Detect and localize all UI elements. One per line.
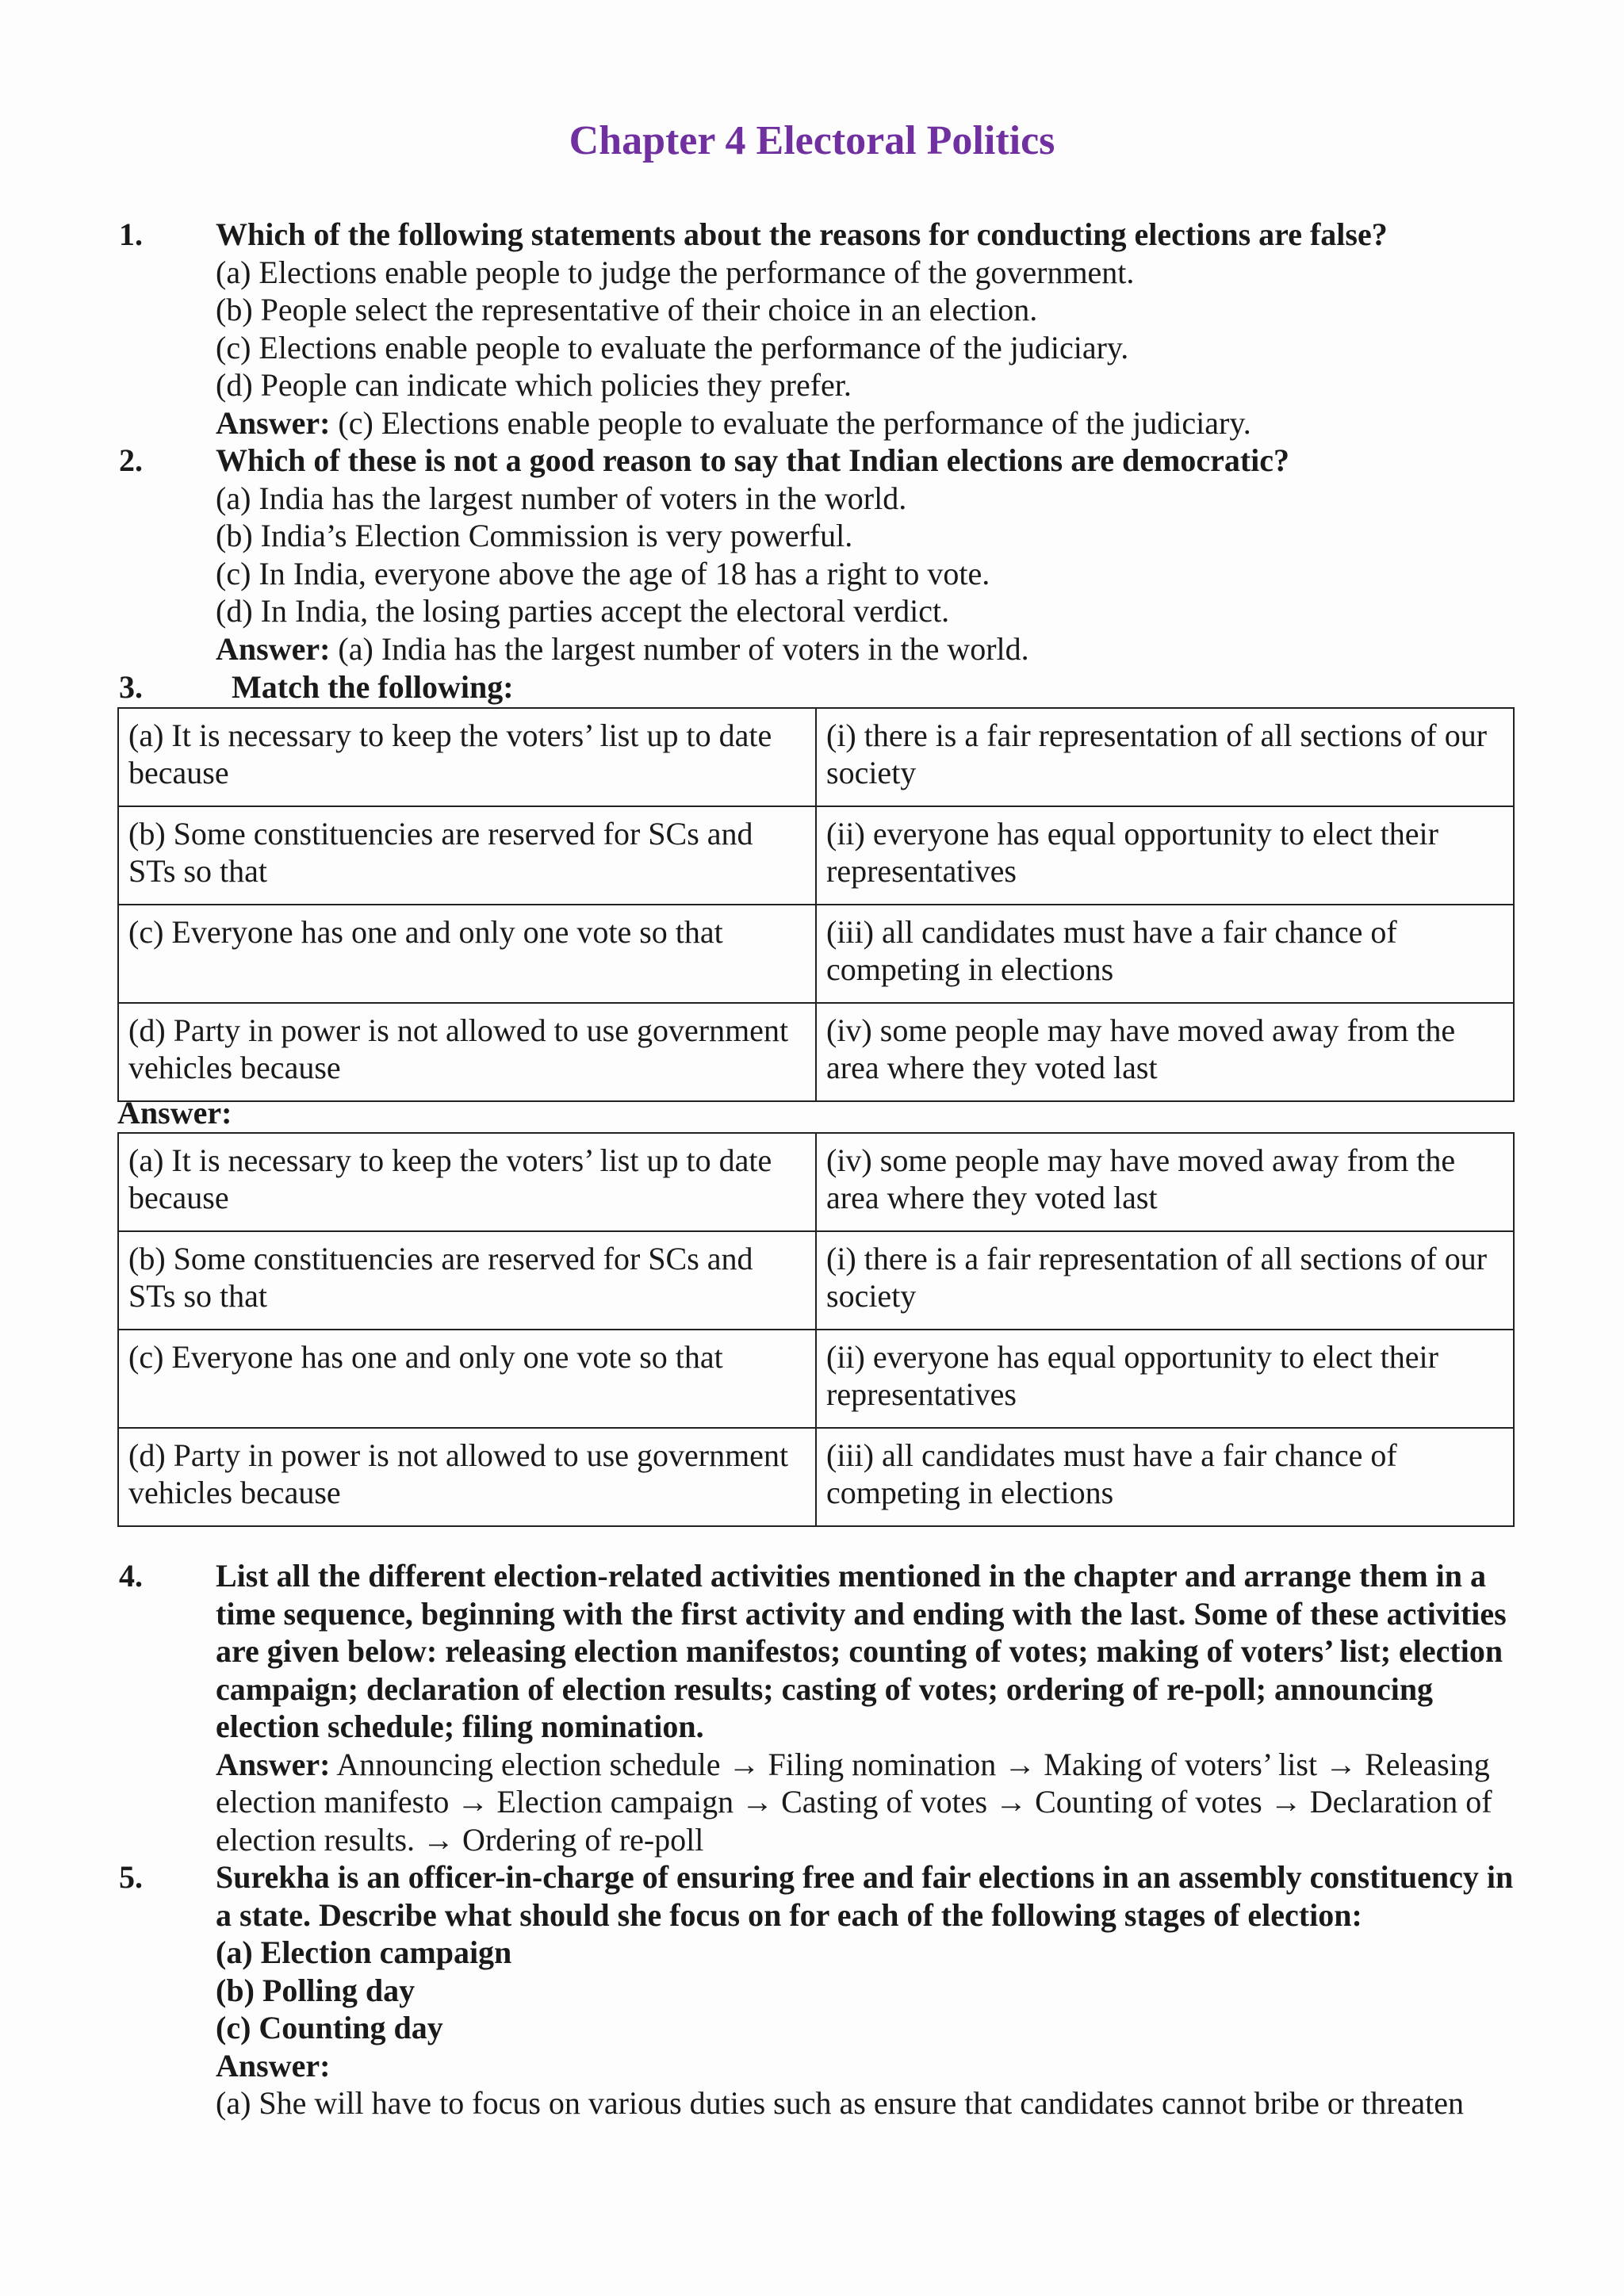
option-d: (d) People can indicate which policies they prefer. [216, 367, 852, 403]
table-cell: (a) It is necessary to keep the voters’ list up to date because [118, 1133, 816, 1231]
answer-text: (a) She will have to focus on various duties such as ensure that candidates cannot bribe or threaten [216, 2085, 1464, 2121]
table-cell: (i) there is a fair representation of all sections of our society [816, 708, 1514, 806]
option-a: (a) Elections enable people to judge the performance of the government. [216, 254, 1135, 290]
table-cell: (b) Some constituencies are reserved for SCs and STs so that [118, 1231, 816, 1330]
question-stem: List all the different election-related activities mentioned in the chapter and arrange them in a time sequence, beginning with the first activity and ending with the last. Some of these activities are given below: releasing election manifestos; counting of votes; making of voters’ list; election campaign; declaration of election results; casting of votes; ordering of re-poll; announcing election schedule; filing nomination. [216, 1558, 1507, 1744]
table-row [118, 708, 1514, 806]
question-3 [119, 668, 1515, 706]
table-cell: (i) there is a fair representation of all sections of our society [816, 1231, 1514, 1330]
question-stem: Which of the following statements about the reasons for conducting elections are false? [216, 216, 1388, 252]
question-stem: Surekha is an officer-in-charge of ensuring free and fair elections in an assembly constituency in a state. Describe what should she focus on for each of the following stages of election: [216, 1859, 1514, 1933]
question-number: 5. [119, 1859, 143, 1895]
question-number: 3. [119, 669, 143, 705]
table-cell: (iv) some people may have moved away from the area where they voted last [816, 1003, 1514, 1101]
sub-question-a: (a) Election campaign [216, 1934, 512, 1970]
question-4 [119, 1557, 1515, 1858]
answer-text: (c) Elections enable people to evaluate the performance of the judiciary. [330, 404, 1251, 441]
answer-label: Answer: [216, 630, 331, 667]
table-cell: (ii) everyone has equal opportunity to elect their representatives [816, 806, 1514, 905]
table-row [118, 1231, 1514, 1330]
option-c: (c) Elections enable people to evaluate the performance of the judiciary. [216, 329, 1129, 365]
table-cell: (c) Everyone has one and only one vote so that [118, 905, 816, 1003]
table-row [118, 905, 1514, 1003]
option-b: (b) India’s Election Commission is very powerful. [216, 518, 853, 553]
answer [216, 404, 1515, 442]
question-1 [119, 216, 1515, 442]
table-row [118, 806, 1514, 905]
answer [216, 630, 1515, 668]
option-d: (d) In India, the losing parties accept the electoral verdict. [216, 593, 950, 629]
question-number: 4. [119, 1558, 143, 1594]
question-stem: Match the following: [232, 669, 514, 705]
question-stem: Which of these is not a good reason to say that Indian elections are democratic? [216, 442, 1290, 478]
answer-label: Answer: [216, 404, 331, 441]
option-b: (b) People select the representative of their choice in an election. [216, 292, 1038, 327]
answer-table [117, 1132, 1515, 1527]
table-row [118, 1133, 1514, 1231]
sub-question-b: (b) Polling day [216, 1972, 416, 2008]
table-cell: (d) Party in power is not allowed to use government vehicles because [118, 1003, 816, 1101]
answer [216, 1746, 1515, 1859]
sub-question-c: (c) Counting day [216, 2010, 443, 2045]
table-cell: (iv) some people may have moved away from the area where they voted last [816, 1133, 1514, 1231]
option-a: (a) India has the largest number of voters in the world. [216, 480, 907, 516]
answer-text: Announcing election schedule → Filing nomination → Making of voters’ list → Releasing election manifesto → Election campaign → Casting of votes → Counting of votes → Declaration of election results. → Ordering of re-poll [216, 1746, 1492, 1858]
question-number: 1. [119, 216, 143, 252]
question-5 [119, 1858, 1515, 2122]
match-table [117, 707, 1515, 1102]
question-number: 2. [119, 442, 143, 478]
table-cell: (ii) everyone has equal opportunity to elect their representatives [816, 1330, 1514, 1428]
table-cell: (b) Some constituencies are reserved for SCs and STs so that [118, 806, 816, 905]
table-row [118, 1330, 1514, 1428]
table-row [118, 1003, 1514, 1101]
answer-label: Answer: [216, 1746, 331, 1782]
table-row [118, 1428, 1514, 1526]
option-c: (c) In India, everyone above the age of 18 has a right to vote. [216, 555, 990, 591]
table-cell: (iii) all candidates must have a fair chance of competing in elections [816, 905, 1514, 1003]
table-cell: (a) It is necessary to keep the voters’ list up to date because [118, 708, 816, 806]
table-cell: (d) Party in power is not allowed to use government vehicles because [118, 1428, 816, 1526]
answer-label: Answer: [117, 1095, 232, 1131]
table-cell: (c) Everyone has one and only one vote so that [118, 1330, 816, 1428]
table-cell: (iii) all candidates must have a fair chance of competing in elections [816, 1428, 1514, 1526]
question-2 [119, 442, 1515, 668]
answer-text: (a) India has the largest number of voters in the world. [330, 630, 1029, 667]
page-title: Chapter 4 Electoral Politics [569, 118, 1055, 163]
answer-label: Answer: [216, 2047, 331, 2084]
